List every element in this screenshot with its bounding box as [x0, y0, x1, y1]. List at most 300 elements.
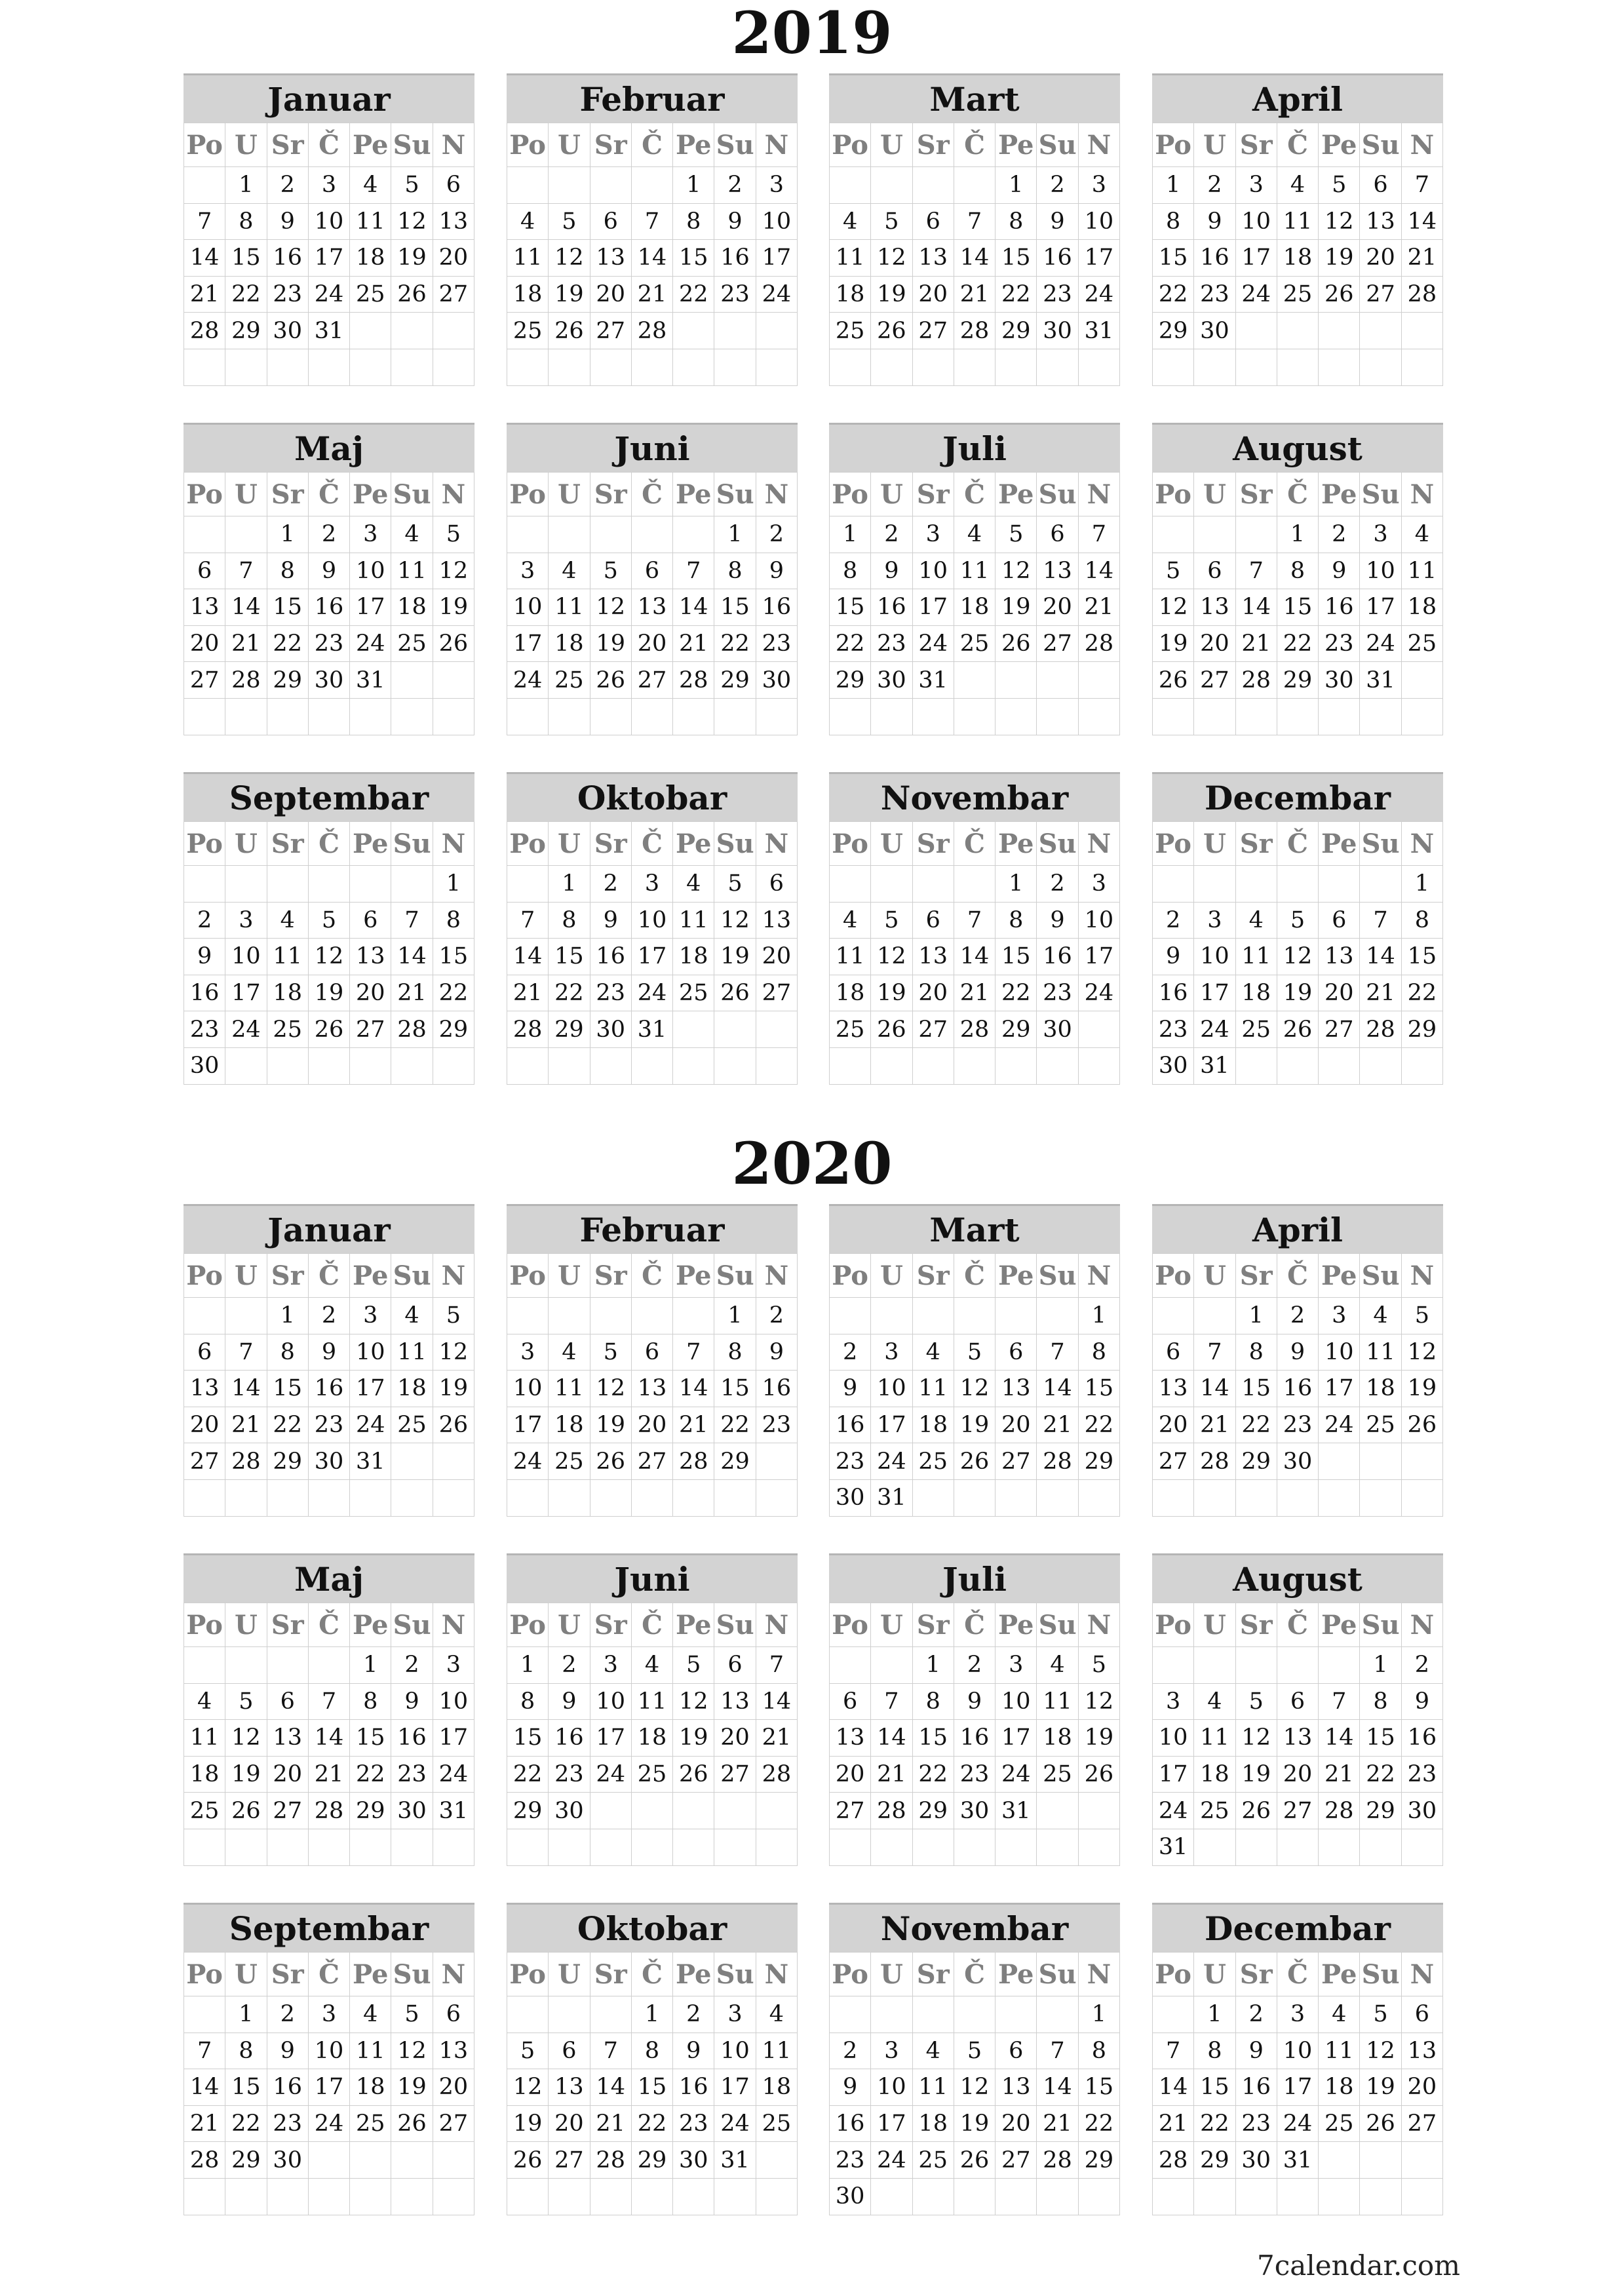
day-cell: 30: [1235, 2142, 1277, 2179]
day-cell: 18: [549, 1407, 590, 1443]
week-row: [507, 975, 798, 1011]
weekday-label: Pe: [1319, 123, 1360, 167]
day-cell: 30: [1401, 1793, 1442, 1829]
weekday-label: Po: [184, 123, 225, 167]
day-cell: 23: [673, 2105, 714, 2142]
day-cell: 7: [184, 2033, 225, 2069]
day-cell: 3: [996, 1647, 1037, 1684]
day-cell: 28: [308, 1793, 349, 1829]
empty-day-cell: [433, 1443, 474, 1480]
day-cell: 1: [350, 1647, 391, 1684]
empty-day-cell: [673, 2178, 714, 2215]
day-cell: 30: [954, 1793, 995, 1829]
day-cell: 21: [1235, 625, 1277, 662]
month-name: April: [1152, 1204, 1443, 1253]
day-cell: 23: [1194, 276, 1235, 313]
day-cell: 26: [507, 2142, 549, 2179]
day-cell: 29: [1277, 662, 1318, 699]
day-cell: 9: [673, 2033, 714, 2069]
day-cell: 4: [1360, 1298, 1401, 1334]
day-cell: 11: [391, 1334, 433, 1371]
day-cell: 14: [391, 939, 433, 975]
day-cell: 7: [1037, 1334, 1078, 1371]
day-cell: 9: [871, 553, 912, 589]
day-cell: 26: [391, 276, 433, 313]
day-cell: 24: [350, 1407, 391, 1443]
day-cell: 29: [350, 1793, 391, 1829]
empty-day-cell: [673, 1479, 714, 1516]
empty-day-cell: [1277, 698, 1318, 735]
day-cell: 8: [267, 553, 308, 589]
day-cell: 17: [1235, 240, 1277, 277]
day-cell: 24: [1319, 1407, 1360, 1443]
empty-day-cell: [673, 698, 714, 735]
week-row: [184, 1407, 474, 1443]
weekday-header-row: [184, 822, 474, 866]
empty-day-cell: [830, 1298, 871, 1334]
empty-day-cell: [996, 349, 1037, 385]
empty-day-cell: [1319, 1829, 1360, 1865]
day-cell: 4: [549, 1334, 590, 1371]
day-cell: 28: [1037, 2142, 1078, 2179]
day-cell: 4: [391, 516, 433, 553]
day-cell: 10: [350, 1334, 391, 1371]
day-cell: 11: [507, 240, 549, 277]
empty-day-cell: [631, 167, 672, 204]
month-grid: [184, 821, 474, 1085]
empty-day-cell: [714, 2178, 756, 2215]
empty-day-cell: [1194, 866, 1235, 903]
day-cell: 18: [912, 2105, 954, 2142]
day-cell: 14: [954, 240, 995, 277]
day-cell: 30: [308, 1443, 349, 1480]
day-cell: 16: [673, 2069, 714, 2106]
day-cell: 22: [673, 276, 714, 313]
empty-day-cell: [1235, 516, 1277, 553]
day-cell: 8: [225, 2033, 267, 2069]
empty-day-cell: [830, 1647, 871, 1684]
day-cell: 31: [350, 1443, 391, 1480]
day-cell: 28: [631, 313, 672, 349]
day-cell: 23: [1401, 1756, 1442, 1793]
day-cell: 29: [1078, 1443, 1119, 1480]
day-cell: 16: [830, 1407, 871, 1443]
day-cell: 6: [996, 1334, 1037, 1371]
empty-day-cell: [391, 1047, 433, 1084]
day-cell: 24: [631, 975, 672, 1011]
day-cell: 24: [1277, 2105, 1318, 2142]
day-cell: 26: [871, 313, 912, 349]
week-row: [184, 698, 474, 735]
day-cell: 10: [912, 553, 954, 589]
day-cell: 13: [184, 1371, 225, 1407]
month-name: August: [1152, 1553, 1443, 1603]
day-cell: 7: [871, 1683, 912, 1720]
day-cell: 8: [714, 1334, 756, 1371]
day-cell: 5: [1319, 167, 1360, 204]
day-cell: 22: [433, 975, 474, 1011]
day-cell: 30: [830, 1479, 871, 1516]
day-cell: 14: [673, 589, 714, 626]
day-cell: 27: [549, 2142, 590, 2179]
empty-day-cell: [1194, 1829, 1235, 1865]
day-cell: 30: [1319, 662, 1360, 699]
day-cell: 13: [1277, 1720, 1318, 1757]
empty-day-cell: [391, 1443, 433, 1480]
day-cell: 3: [590, 1647, 631, 1684]
empty-day-cell: [1401, 349, 1442, 385]
day-cell: 25: [1401, 625, 1442, 662]
month-grid: [1152, 472, 1443, 735]
empty-day-cell: [1235, 349, 1277, 385]
year-title: 2019: [731, 0, 893, 67]
day-cell: 20: [1153, 1407, 1194, 1443]
week-row: [1153, 1756, 1443, 1793]
day-cell: 14: [1037, 1371, 1078, 1407]
day-cell: 19: [308, 975, 349, 1011]
weekday-label: N: [1078, 1953, 1119, 1996]
empty-day-cell: [391, 698, 433, 735]
empty-day-cell: [1235, 1047, 1277, 1084]
day-cell: 15: [673, 240, 714, 277]
day-cell: 13: [590, 240, 631, 277]
day-cell: 20: [830, 1756, 871, 1793]
day-cell: 21: [871, 1756, 912, 1793]
week-row: [184, 1371, 474, 1407]
weekday-label: Č: [631, 123, 672, 167]
day-cell: 1: [433, 866, 474, 903]
empty-day-cell: [1194, 1479, 1235, 1516]
empty-day-cell: [1078, 349, 1119, 385]
week-row: [1153, 1829, 1443, 1865]
day-cell: 20: [996, 2105, 1037, 2142]
week-row: [184, 203, 474, 240]
empty-day-cell: [1277, 1479, 1318, 1516]
day-cell: 12: [433, 1334, 474, 1371]
day-cell: 23: [1037, 975, 1078, 1011]
week-row: [507, 240, 798, 277]
day-cell: 7: [673, 553, 714, 589]
day-cell: 9: [1319, 553, 1360, 589]
empty-day-cell: [871, 1047, 912, 1084]
day-cell: 23: [1153, 1011, 1194, 1048]
day-cell: 24: [308, 2105, 349, 2142]
week-row: [1153, 625, 1443, 662]
week-row: [507, 1720, 798, 1757]
day-cell: 12: [1078, 1683, 1119, 1720]
day-cell: 19: [391, 240, 433, 277]
weekday-label: N: [756, 822, 797, 866]
day-cell: 30: [1037, 1011, 1078, 1048]
week-row: [507, 902, 798, 939]
day-cell: 15: [267, 1371, 308, 1407]
day-cell: 4: [631, 1647, 672, 1684]
day-cell: 15: [714, 1371, 756, 1407]
day-cell: 24: [871, 2142, 912, 2179]
week-row: [184, 276, 474, 313]
weekday-label: Sr: [1235, 1953, 1277, 1996]
week-row: [830, 698, 1120, 735]
day-cell: 22: [996, 276, 1037, 313]
week-row: [507, 349, 798, 385]
day-cell: 6: [267, 1683, 308, 1720]
day-cell: 22: [1078, 2105, 1119, 2142]
week-row: [1153, 662, 1443, 699]
empty-day-cell: [590, 1479, 631, 1516]
week-row: [1153, 516, 1443, 553]
empty-day-cell: [1235, 313, 1277, 349]
day-cell: 14: [1037, 2069, 1078, 2106]
day-cell: 15: [507, 1720, 549, 1757]
empty-day-cell: [308, 2142, 349, 2179]
empty-day-cell: [549, 167, 590, 204]
day-cell: 29: [433, 1011, 474, 1048]
empty-day-cell: [308, 2178, 349, 2215]
day-cell: 19: [871, 975, 912, 1011]
empty-day-cell: [1235, 1647, 1277, 1684]
week-row: [830, 313, 1120, 349]
day-cell: 6: [549, 2033, 590, 2069]
week-row: [184, 1996, 474, 2033]
weekday-label: Sr: [1235, 473, 1277, 516]
day-cell: 26: [1235, 1793, 1277, 1829]
day-cell: 2: [1235, 1996, 1277, 2033]
weekday-label: Pe: [673, 473, 714, 516]
month-block: [184, 73, 474, 386]
empty-day-cell: [507, 1298, 549, 1334]
empty-day-cell: [590, 1793, 631, 1829]
day-cell: 15: [1078, 2069, 1119, 2106]
week-row: [184, 625, 474, 662]
day-cell: 15: [225, 240, 267, 277]
week-row: [507, 1829, 798, 1865]
day-cell: 2: [714, 167, 756, 204]
day-cell: 31: [871, 1479, 912, 1516]
month-grid: [507, 472, 798, 735]
weekday-label: U: [1194, 1603, 1235, 1647]
day-cell: 19: [954, 2105, 995, 2142]
weekday-label: U: [549, 473, 590, 516]
day-cell: 6: [714, 1647, 756, 1684]
day-cell: 25: [1037, 1756, 1078, 1793]
day-cell: 30: [1037, 313, 1078, 349]
week-row: [830, 1479, 1120, 1516]
day-cell: 26: [1360, 2105, 1401, 2142]
weekday-label: U: [225, 1254, 267, 1298]
empty-day-cell: [267, 349, 308, 385]
empty-day-cell: [1037, 349, 1078, 385]
month-name: August: [1152, 423, 1443, 472]
day-cell: 31: [350, 662, 391, 699]
month-block: [1152, 73, 1443, 386]
empty-day-cell: [590, 1829, 631, 1865]
weekday-header-row: [1153, 822, 1443, 866]
day-cell: 1: [1194, 1996, 1235, 2033]
week-row: [830, 240, 1120, 277]
empty-day-cell: [350, 866, 391, 903]
week-row: [830, 2105, 1120, 2142]
day-cell: 10: [350, 553, 391, 589]
month-grid: [1152, 1253, 1443, 1517]
day-cell: 17: [871, 1407, 912, 1443]
weekday-label: Po: [507, 1603, 549, 1647]
empty-day-cell: [996, 662, 1037, 699]
weekday-label: Pe: [350, 123, 391, 167]
month-block: [829, 772, 1120, 1085]
empty-day-cell: [225, 866, 267, 903]
weekday-label: Pe: [673, 123, 714, 167]
week-row: [184, 2069, 474, 2106]
day-cell: 18: [1277, 240, 1318, 277]
day-cell: 6: [830, 1683, 871, 1720]
day-cell: 4: [1194, 1683, 1235, 1720]
day-cell: 23: [871, 625, 912, 662]
day-cell: 12: [308, 939, 349, 975]
day-cell: 2: [954, 1647, 995, 1684]
day-cell: 11: [631, 1683, 672, 1720]
day-cell: 12: [549, 240, 590, 277]
day-cell: 13: [830, 1720, 871, 1757]
empty-day-cell: [1235, 2178, 1277, 2215]
week-row: [830, 2033, 1120, 2069]
day-cell: 7: [184, 203, 225, 240]
day-cell: 16: [590, 939, 631, 975]
empty-day-cell: [631, 1298, 672, 1334]
weekday-label: N: [1401, 123, 1442, 167]
empty-day-cell: [1235, 866, 1277, 903]
day-cell: 11: [1360, 1334, 1401, 1371]
weekday-label: Po: [1153, 473, 1194, 516]
weekday-header-row: [507, 473, 798, 516]
day-cell: 6: [1194, 553, 1235, 589]
day-cell: 4: [184, 1683, 225, 1720]
empty-day-cell: [1277, 349, 1318, 385]
empty-day-cell: [350, 1829, 391, 1865]
week-row: [1153, 240, 1443, 277]
day-cell: 3: [1277, 1996, 1318, 2033]
empty-day-cell: [267, 2178, 308, 2215]
day-cell: 26: [1153, 662, 1194, 699]
day-cell: 27: [1194, 662, 1235, 699]
week-row: [1153, 1334, 1443, 1371]
day-cell: 25: [184, 1793, 225, 1829]
week-row: [507, 516, 798, 553]
day-cell: 27: [433, 2105, 474, 2142]
weekday-label: Po: [830, 473, 871, 516]
week-row: [184, 1683, 474, 1720]
day-cell: 19: [590, 1407, 631, 1443]
day-cell: 2: [1277, 1298, 1318, 1334]
day-cell: 14: [1153, 2069, 1194, 2106]
weekday-label: Su: [714, 123, 756, 167]
month-block: [1152, 1553, 1443, 1866]
weekday-label: Pe: [673, 1603, 714, 1647]
day-cell: 5: [391, 1996, 433, 2033]
day-cell: 22: [507, 1756, 549, 1793]
day-cell: 12: [954, 2069, 995, 2106]
day-cell: 19: [433, 589, 474, 626]
week-row: [507, 1683, 798, 1720]
month-name: Novembar: [829, 772, 1120, 821]
month-block: [507, 1553, 798, 1866]
empty-day-cell: [954, 1479, 995, 1516]
day-cell: 31: [631, 1011, 672, 1048]
empty-day-cell: [433, 2142, 474, 2179]
day-cell: 21: [391, 975, 433, 1011]
day-cell: 29: [225, 2142, 267, 2179]
weekday-label: Su: [391, 822, 433, 866]
day-cell: 18: [507, 276, 549, 313]
day-cell: 6: [631, 553, 672, 589]
empty-day-cell: [225, 1047, 267, 1084]
day-cell: 19: [391, 2069, 433, 2106]
week-row: [184, 1647, 474, 1684]
day-cell: 22: [267, 1407, 308, 1443]
day-cell: 25: [350, 2105, 391, 2142]
day-cell: 4: [1037, 1647, 1078, 1684]
weekday-label: N: [1078, 473, 1119, 516]
empty-day-cell: [1360, 698, 1401, 735]
weekday-label: N: [1078, 822, 1119, 866]
day-cell: 9: [1277, 1334, 1318, 1371]
month-block: [829, 73, 1120, 386]
day-cell: 22: [225, 2105, 267, 2142]
day-cell: 13: [912, 939, 954, 975]
week-row: [507, 2178, 798, 2215]
day-cell: 2: [830, 1334, 871, 1371]
week-row: [830, 516, 1120, 553]
day-cell: 31: [1277, 2142, 1318, 2179]
day-cell: 27: [267, 1793, 308, 1829]
month-block: [1152, 1903, 1443, 2215]
day-cell: 18: [1401, 589, 1442, 626]
month-name: Mart: [829, 1204, 1120, 1253]
day-cell: 29: [714, 662, 756, 699]
day-cell: 8: [996, 902, 1037, 939]
empty-day-cell: [549, 1298, 590, 1334]
day-cell: 15: [267, 589, 308, 626]
week-row: [830, 1996, 1120, 2033]
day-cell: 8: [1401, 902, 1442, 939]
empty-day-cell: [391, 2142, 433, 2179]
weekday-label: Č: [631, 1953, 672, 1996]
weekday-label: Pe: [996, 1953, 1037, 1996]
day-cell: 6: [433, 167, 474, 204]
day-cell: 28: [1153, 2142, 1194, 2179]
week-row: [830, 167, 1120, 204]
day-cell: 1: [714, 516, 756, 553]
day-cell: 20: [184, 625, 225, 662]
week-row: [1153, 1407, 1443, 1443]
day-cell: 3: [225, 902, 267, 939]
day-cell: 3: [1078, 866, 1119, 903]
day-cell: 22: [631, 2105, 672, 2142]
day-cell: 22: [1078, 1407, 1119, 1443]
weekday-label: Č: [1277, 1953, 1318, 1996]
day-cell: 8: [1360, 1683, 1401, 1720]
day-cell: 5: [391, 167, 433, 204]
day-cell: 26: [996, 625, 1037, 662]
weekday-label: Č: [1277, 822, 1318, 866]
weekday-label: N: [1401, 1953, 1442, 1996]
empty-day-cell: [631, 1047, 672, 1084]
weekday-label: Po: [830, 1953, 871, 1996]
day-cell: 20: [350, 975, 391, 1011]
weekday-label: Č: [308, 1603, 349, 1647]
day-cell: 15: [912, 1720, 954, 1757]
week-row: [1153, 902, 1443, 939]
empty-day-cell: [830, 866, 871, 903]
